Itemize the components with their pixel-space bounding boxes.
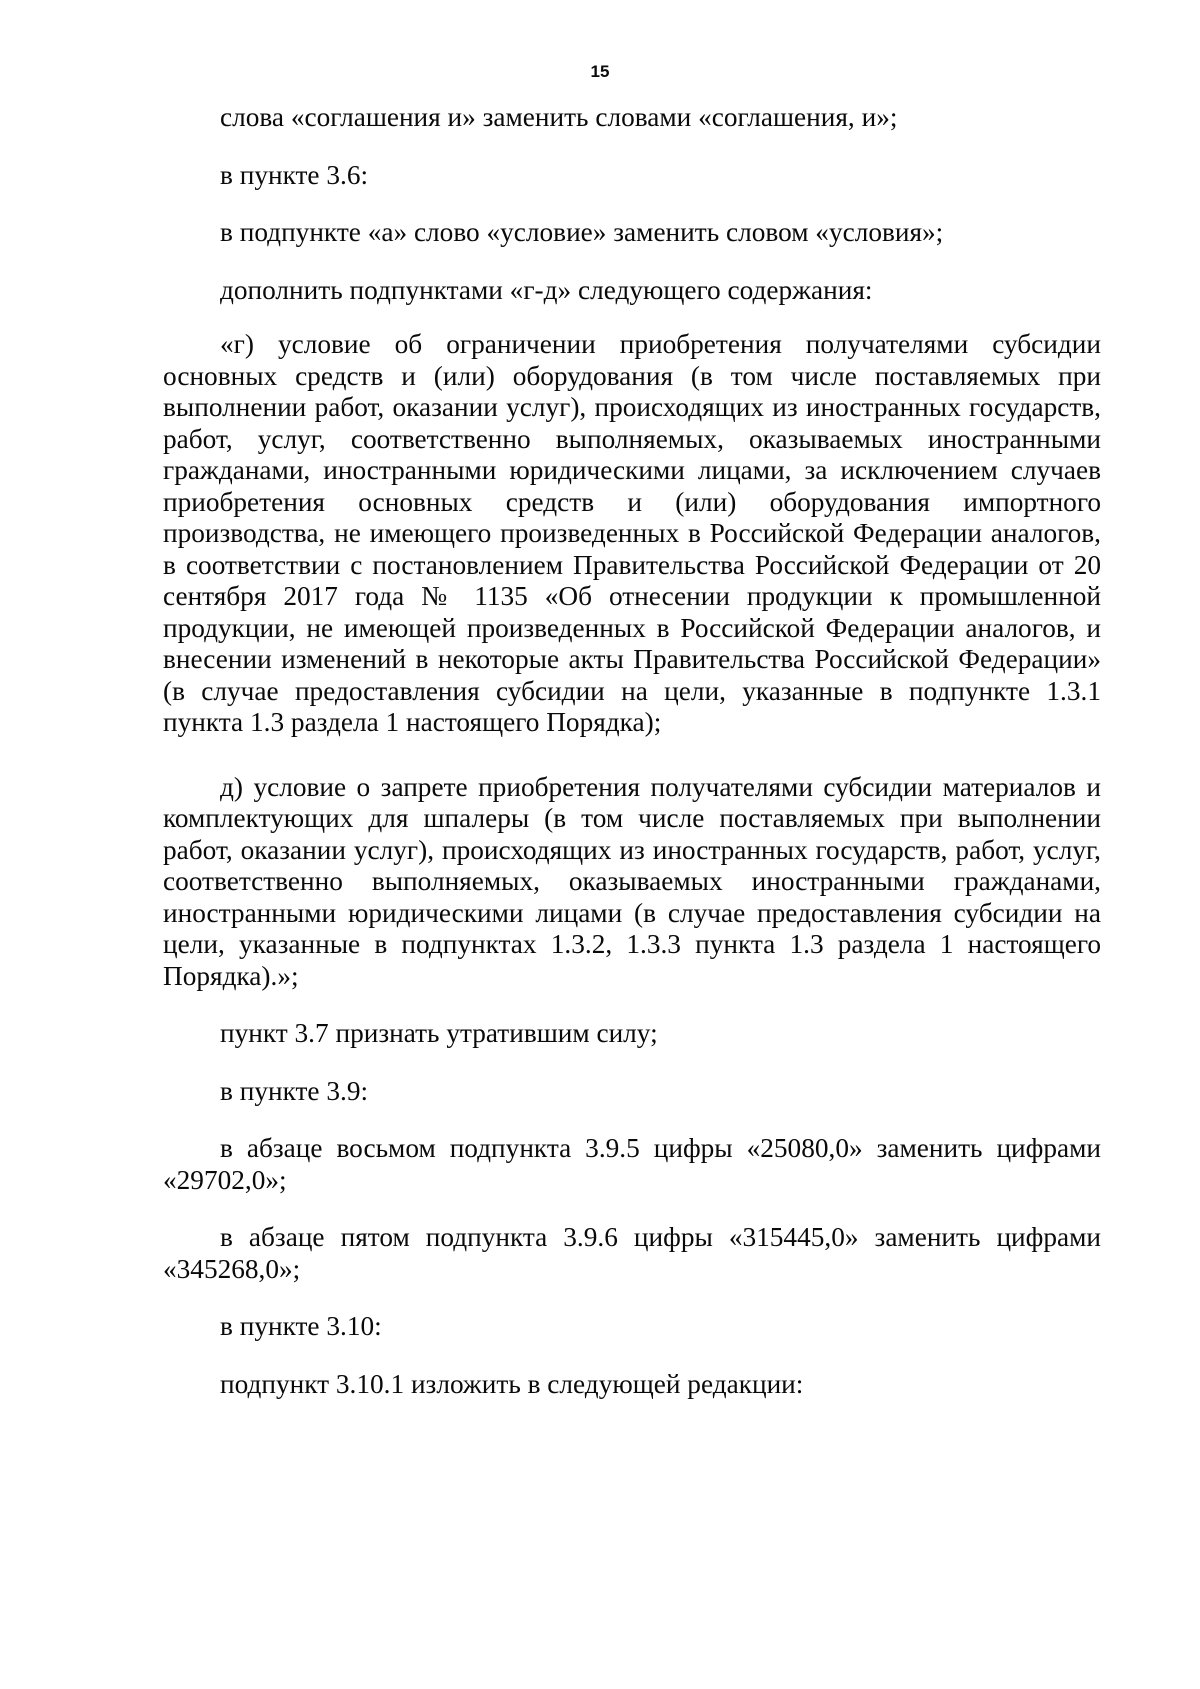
document-body <box>163 102 1101 1400</box>
paragraph: подпункт 3.10.1 изложить в следующей редакции: <box>220 1368 804 1399</box>
paragraph: дополнить подпунктами «г-д» следующего содержания: <box>220 274 873 305</box>
paragraph: слова «соглашения и» заменить словами «соглашения, и»; <box>220 102 898 132</box>
paragraph: д) условие о запрете приобретения получателями субсидии материалов и комплектующих для шпалеры (в том числе поставляемых при выполнении работ, оказании услуг), происходящих из иностранных государств, работ, услуг, соответственно выполняемых, оказываемых иностранными гражданами, иностранными юридическими лицами (в случае предоставления субсидии на цели, указанные в подпунктах 1.3.2, 1.3.3 пункта 1.3 раздела 1 настоящего Порядка).»; <box>163 771 1101 991</box>
page-number: 15 <box>590 62 610 81</box>
paragraph: в пункте 3.10: <box>220 1311 382 1341</box>
paragraph: в пункте 3.6: <box>220 159 369 190</box>
paragraph: в пункте 3.9: <box>220 1075 369 1106</box>
paragraph: «г) условие об ограничении приобретения получателями субсидии основных средств и (или) оборудования (в том числе поставляемых при выполнении работ, оказании услуг), происходящих из иностранных государств, работ, услуг, соответственно выполняемых, оказываемых иностранными гражданами, иностранными юридическими лицами, за исключением случаев приобретения основных средств и (или) оборудования импортного производства, не имеющего произведенных в Российской Федерации аналогов, в соответствии с постановлением Правительства Российской Федерации от 20 сентября 2017 года № 1135 «Об отнесении продукции к промышленной продукции, не имеющей произведенных в Российской Федерации аналогов, и внесении изменений в некоторые акты Правительства Российской Федерации» (в случае предоставления субсидии на цели, указанные в подпункте 1.3.1 пункта 1.3 раздела 1 настоящего Порядка); <box>163 329 1101 737</box>
paragraph: в подпункте «а» слово «условие» заменить словом «условия»; <box>220 217 944 247</box>
paragraph: в абзаце пятом подпункта 3.9.6 цифры «315445,0» заменить цифрами «345268,0»; <box>163 1222 1101 1284</box>
paragraph: пункт 3.7 признать утратившим силу; <box>220 1018 658 1048</box>
paragraph: в абзаце восьмом подпункта 3.9.5 цифры «25080,0» заменить цифрами «29702,0»; <box>163 1133 1101 1195</box>
